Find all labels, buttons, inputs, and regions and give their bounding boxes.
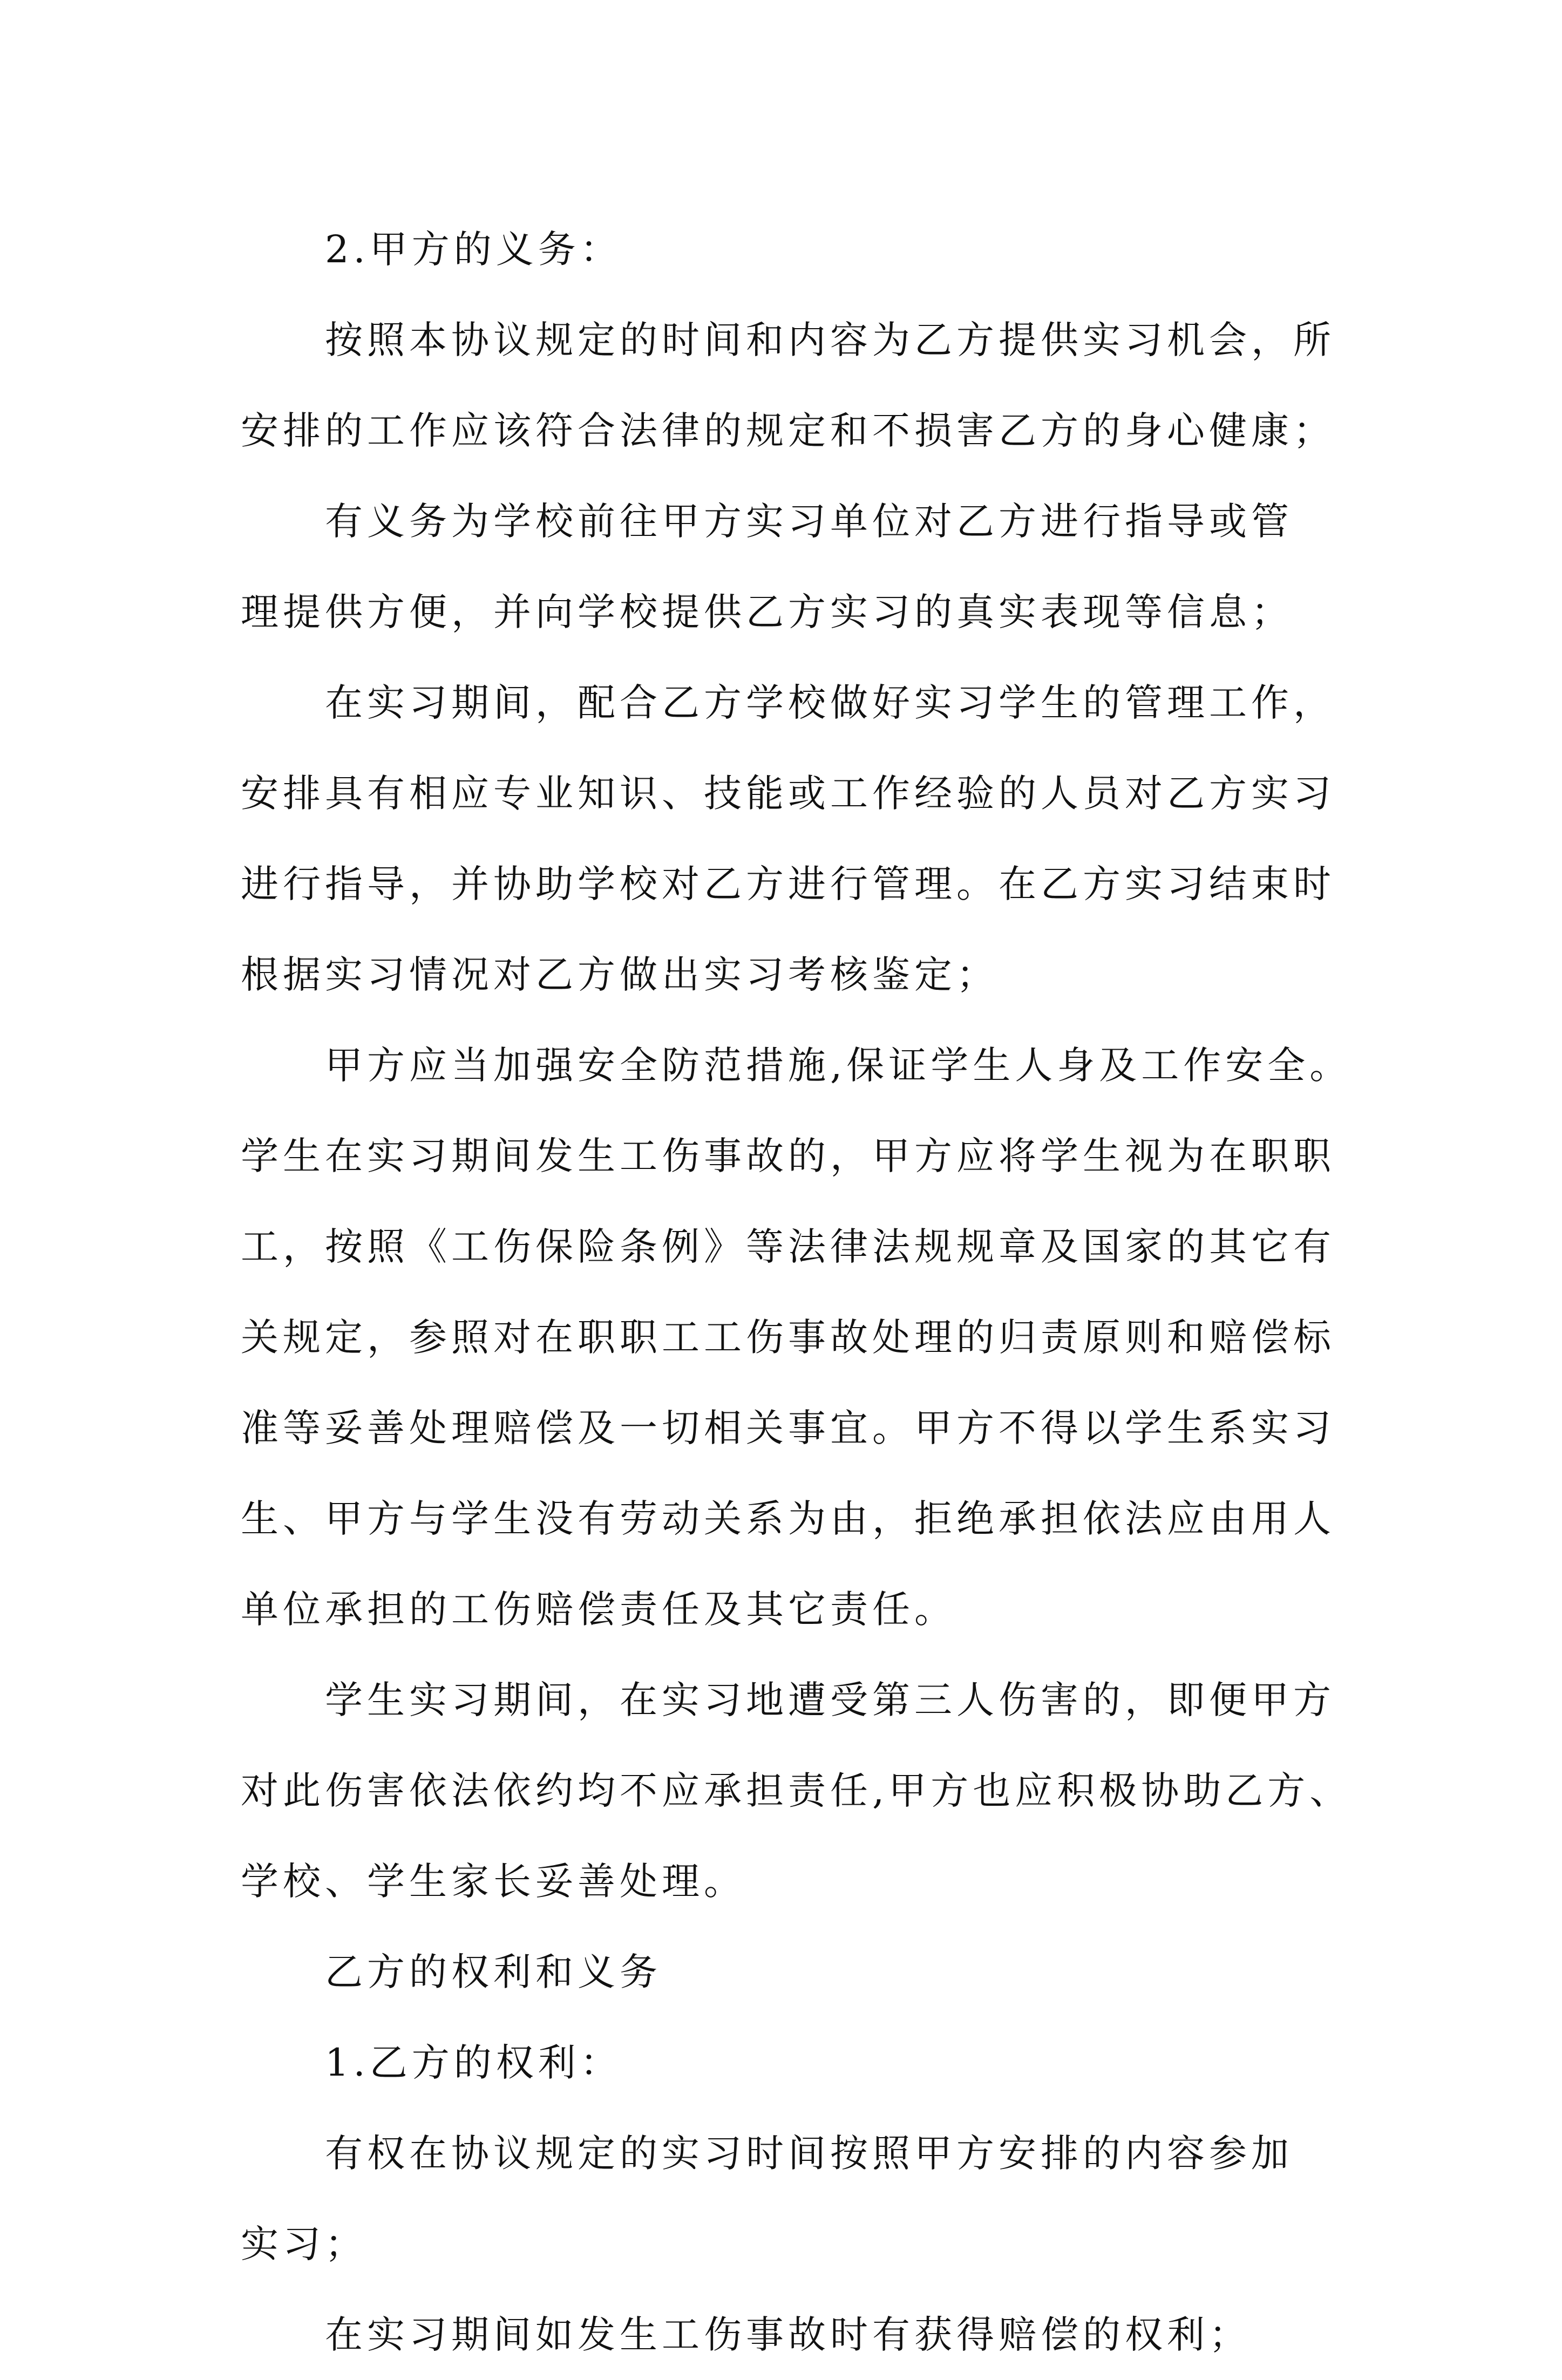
paragraph-line: 有权在协议规定的实习时间按照甲方安排的内容参加 (325, 2131, 1293, 2175)
paragraph-line: 生、甲方与学生没有劳动关系为由，拒绝承担依法应由用人 (241, 1497, 1335, 1541)
paragraph-line: 进行指导，并协助学校对乙方进行管理。在乙方实习结束时 (241, 862, 1335, 906)
paragraph-line: 在实习期间，配合乙方学校做好实习学生的管理工作， (325, 681, 1335, 725)
section-heading-party-b-rights: 1.乙方的权利： (325, 2041, 622, 2085)
paragraph-line: 准等妥善处理赔偿及一切相关事宜。甲方不得以学生系实习 (241, 1406, 1335, 1450)
paragraph-line: 安排的工作应该符合法律的规定和不损害乙方的身心健康； (241, 409, 1335, 453)
paragraph-line: 理提供方便，并向学校提供乙方实习的真实表现等信息； (241, 590, 1293, 634)
document-body (241, 204, 1352, 2380)
paragraph-line: 学生在实习期间发生工伤事故的，甲方应将学生视为在职职 (241, 1134, 1335, 1178)
paragraph-line: 甲方应当加强安全防范措施,保证学生人身及工作安全。 (325, 1043, 1352, 1087)
paragraph-line: 有义务为学校前往甲方实习单位对乙方进行指导或管 (325, 499, 1293, 543)
section-heading-party-a-obligations: 2.甲方的义务： (325, 227, 622, 271)
paragraph-line: 在实习期间如发生工伤事故时有获得赔偿的权利； (325, 2313, 1251, 2357)
paragraph-line: 工，按照《工伤保险条例》等法律法规规章及国家的其它有 (241, 1225, 1335, 1269)
paragraph-line: 单位承担的工伤赔偿责任及其它责任。 (241, 1587, 956, 1631)
paragraph-line: 学校、学生家长妥善处理。 (241, 1859, 746, 1903)
paragraph-line: 学生实习期间，在实习地遭受第三人伤害的，即便甲方 (325, 1678, 1335, 1722)
section-heading-party-b-rights-obligations: 乙方的权利和义务 (325, 1950, 662, 1994)
paragraph-line: 按照本协议规定的时间和内容为乙方提供实习机会，所 (325, 318, 1335, 362)
paragraph-line: 根据实习情况对乙方做出实习考核鉴定； (241, 953, 999, 997)
paragraph-line: 安排具有相应专业知识、技能或工作经验的人员对乙方实习 (241, 771, 1335, 815)
paragraph-line: 对此伤害依法依约均不应承担责任,甲方也应积极协助乙方、 (241, 1769, 1352, 1813)
paragraph-line: 实习； (241, 2222, 367, 2266)
paragraph-line: 关规定，参照对在职职工工伤事故处理的归责原则和赔偿标 (241, 1315, 1335, 1359)
